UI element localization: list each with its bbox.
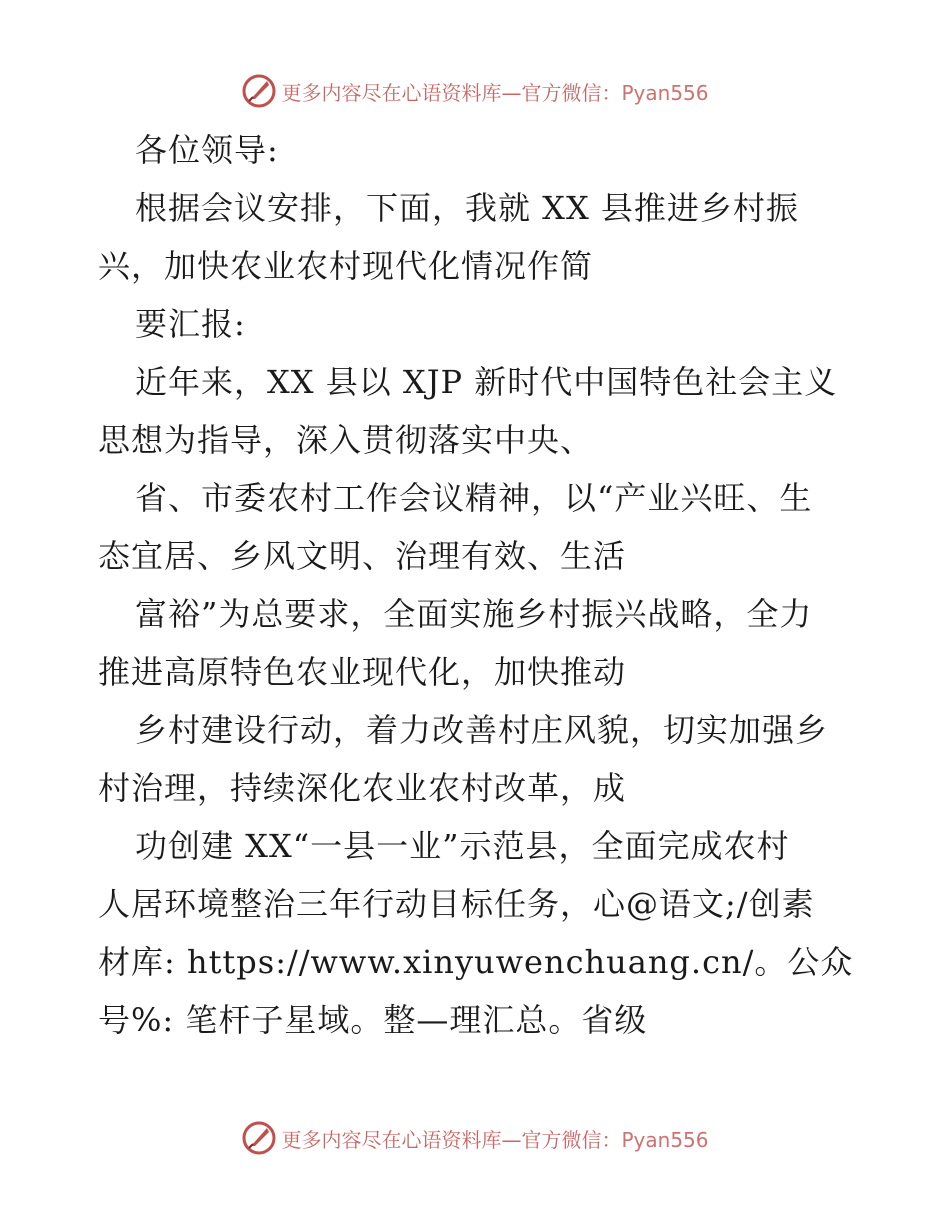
text-line: 各位领导:: [135, 131, 279, 169]
text-line: 材库: https://www.xinyuwenchuang.cn/。公众: [98, 943, 854, 981]
text-line: 态宜居、乡风文明、治理有效、生活: [98, 537, 627, 575]
document-body: [98, 121, 868, 1049]
quill-logo-icon: [241, 73, 277, 109]
text-line: 近年来，XX 县以 XJP 新时代中国特色社会主义: [135, 363, 838, 401]
text-line: 村治理，持续深化农业农村改革，成: [98, 769, 627, 807]
watermark-text: 更多内容尽在心语资料库—官方微信：Pyan556: [281, 1127, 709, 1152]
text-line: 推进高原特色农业现代化，加快推动: [98, 653, 627, 691]
text-line: 功创建 XX“一县一业”示范县，全面完成农村: [135, 827, 790, 865]
watermark-text: 更多内容尽在心语资料库—官方微信：Pyan556: [281, 80, 709, 105]
text-line: 富裕”为总要求，全面实施乡村振兴战略，全力: [135, 595, 813, 633]
text-line: 思想为指导，深入贯彻落实中央、: [98, 421, 594, 459]
text-line: 要汇报:: [135, 305, 246, 343]
text-line: 兴，加快农业农村现代化情况作简: [98, 247, 594, 285]
text-line: 人居环境整治三年行动目标任务，心@语文;/创素: [98, 885, 815, 923]
text-line: 乡村建设行动，着力改善村庄风貌，切实加强乡: [135, 711, 829, 749]
text-line: 省、市委农村工作会议精神，以“产业兴旺、生: [135, 479, 813, 517]
header-watermark: [0, 71, 950, 111]
text-line: 根据会议安排，下面，我就 XX 县推进乡村振: [135, 189, 799, 227]
text-line: 号%: 笔杆子星域。整—理汇总。省级: [98, 1001, 648, 1039]
footer-watermark: [0, 1118, 950, 1158]
quill-logo-icon: [241, 1120, 277, 1156]
